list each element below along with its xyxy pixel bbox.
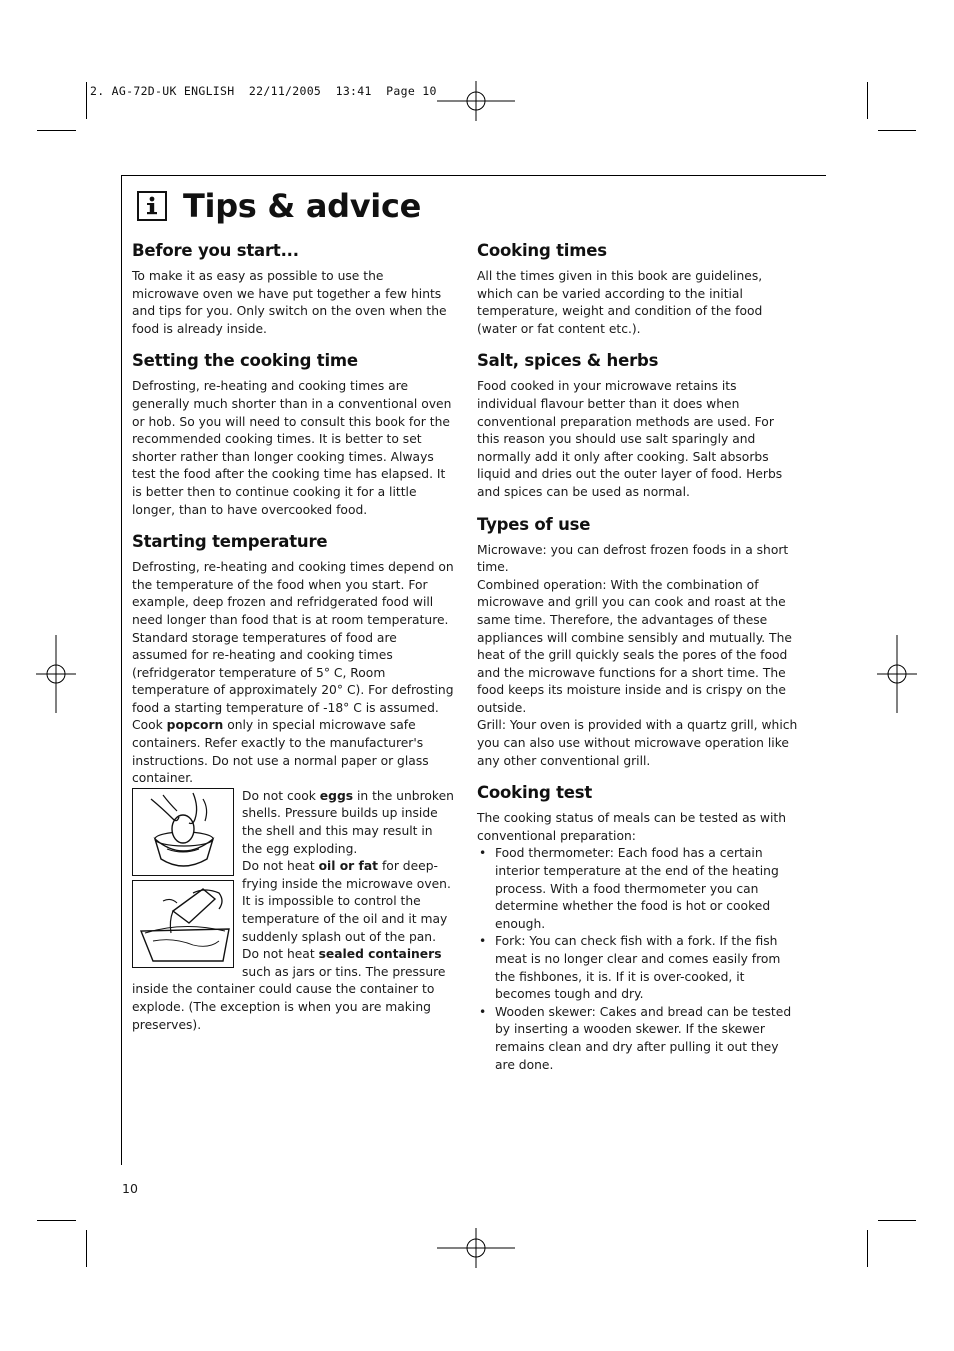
section-text: All the times given in this book are guidelines, which can be varied according to the initial temperature, weight and condition of the food (water or fat content etc.). <box>477 269 763 336</box>
pouring-oil-icon <box>133 881 233 967</box>
microwave-text: Microwave: you can defrost frozen foods in a short time. <box>477 542 789 575</box>
egg-in-bowl-icon <box>133 789 233 875</box>
crop-mark <box>37 130 76 131</box>
section-heading: Cooking times <box>477 241 607 260</box>
crop-mark <box>867 82 868 119</box>
page-number: 10 <box>122 1181 138 1196</box>
registration-mark-icon <box>877 635 917 715</box>
oil-paragraph: Do not heat oil or fat for deep-frying inside the microwave oven. It is impossible to control the temperature of the oil and it may suddenly splash out of the pan. <box>242 859 451 944</box>
crop-mark <box>37 1220 76 1221</box>
top-rule <box>121 175 826 176</box>
section-heading: Salt, spices & herbs <box>477 351 659 371</box>
section-heading: Starting temperature <box>132 532 328 552</box>
registration-mark-icon <box>437 81 517 121</box>
section-cooking-test <box>477 780 799 1074</box>
combined-text: Combined operation: With the combination of microwave and grill you can cook and roast at the same time. Therefore, the advantages of these appliances will combine sensibly and mutually. The heat of the grill quickly seals the pores of the food and the microwave functions for a short time. The food keeps its moisture inside and is crispy on the outside. <box>477 577 792 715</box>
registration-mark-icon <box>36 635 76 715</box>
page-header <box>137 184 421 228</box>
list-item: • Fork: You can check fish with a fork. If the fish meat is no longer clear and comes easily from the fishbones, it is. If it is over-cooked, it becomes tough and dry. <box>477 933 799 1003</box>
info-icon <box>137 191 167 221</box>
section-salt-spices-herbs <box>477 348 799 501</box>
list-item: • Wooden skewer: Cakes and bread can be tested by inserting a wooden skewer. If the skewer remains clean and dry after pulling it out they are done. <box>477 1004 799 1074</box>
section-setting-cooking-time <box>132 348 454 519</box>
print-slug: 2. AG-72D-UK ENGLISH 22/11/2005 13:41 Page 10 <box>90 84 437 98</box>
section-cooking-times <box>477 238 799 338</box>
section-text: Defrosting, re-heating and cooking times depend on the temperature of the food when you start. For example, deep frozen and refridgerated food will need longer than food that is at room temperature. Standard storage temperatures of food are assumed for re-heating and cooking times (refridgerator temperature of 5° C, Room temperature of approximately 20° C). For defrosting food a starting temperature of -18° C is assumed. <box>132 560 454 715</box>
crop-mark <box>86 82 87 119</box>
section-text: The cooking status of meals can be tested as with conventional preparation: <box>477 811 787 843</box>
crop-mark <box>878 130 916 131</box>
crop-mark <box>86 1230 87 1267</box>
sealed-containers-paragraph: Do not heat sealed containers such as jars or tins. The pressure inside the container could cause the container to explode. (The exception is when you are making preserves). <box>132 947 446 1032</box>
page-title: Tips & advice <box>183 187 422 225</box>
section-starting-temperature <box>132 529 454 1034</box>
section-types-of-use <box>477 512 799 771</box>
section-heading: Setting the cooking time <box>132 351 358 371</box>
section-heading: Cooking test <box>477 783 593 803</box>
cooking-test-list <box>477 845 799 1074</box>
egg-illustration <box>132 788 234 876</box>
section-heading: Before you start... <box>132 241 299 260</box>
popcorn-paragraph: Cook popcorn only in special microwave safe containers. Refer exactly to the manufacturer's instructions. Do not use a normal paper or glass container. <box>132 718 429 786</box>
eggs-paragraph: Do not cook eggs in the unbroken shells. Pressure builds up inside the shell and this may result in the egg exploding. <box>242 788 454 856</box>
section-text: Food cooked in your microwave retains its individual flavour better than it does when conventional preparation methods are used. For this reason you should use salt sparingly and normally add it only after cooking. Salt absorbs liquid and dries out the outer layer of food. Herbs and spices can be used as normal. <box>477 379 783 499</box>
left-column <box>132 238 454 1044</box>
section-text: Defrosting, re-heating and cooking times are generally much shorter than in a conventional oven or hob. So you will need to consult this book for the recommended cooking times. It is better to set shorter rather than longer cooking times. Always test the food after the cooking time has elapsed. It is better then to continue cooking it for a little longer, than to have overcooked food. <box>132 379 452 517</box>
oil-pan-illustration <box>132 880 234 968</box>
right-column <box>477 238 799 1084</box>
section-text: To make it as easy as possible to use the microwave oven we have put together a few hints and tips for you. Only switch on the oven when the food is already inside. <box>132 269 447 336</box>
grill-text: Grill: Your oven is provided with a quartz grill, which you can also use without microwave operation like any other conventional grill. <box>477 718 798 768</box>
crop-mark <box>878 1220 916 1221</box>
section-heading: Types of use <box>477 514 591 534</box>
left-rule <box>121 175 122 1165</box>
registration-mark-icon <box>437 1228 517 1268</box>
section-before-you-start <box>132 238 454 338</box>
list-item: • Food thermometer: Each food has a certain interior temperature at the end of the heating process. With a food thermometer you can determine whether the food is hot or cooked enough. <box>477 845 799 933</box>
crop-mark <box>867 1230 868 1267</box>
